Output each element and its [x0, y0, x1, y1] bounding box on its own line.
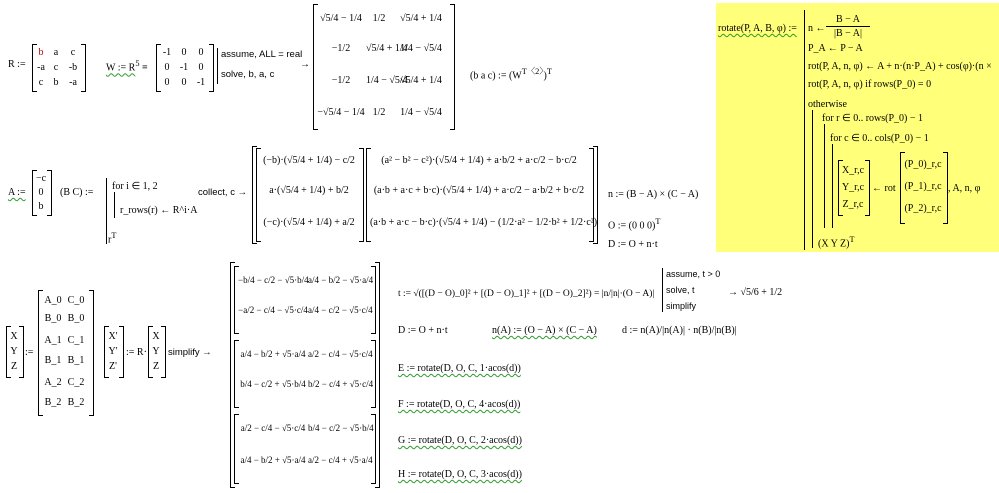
for-r-bar [824, 124, 825, 228]
BC-program-bar [106, 178, 107, 244]
for-i-line: for i ∈ 1, 2 [112, 181, 158, 192]
W-cell-11: -1 [179, 62, 189, 73]
W-cell-22: -1 [196, 77, 206, 88]
sres-cell-31: b/2 − c/4 + √5·c/4 [308, 379, 374, 389]
sres-cell-20: a/4 − b/2 + √5·a/4 [240, 349, 306, 359]
sres-cell-41: b/4 − c/2 − √5·b/4 [308, 423, 374, 433]
W-cell-01: 0 [181, 47, 187, 58]
p-cell-0: (P_0)_r,c [904, 159, 942, 170]
XYZm-cell-1: Y [152, 346, 160, 357]
sres-cell-01: a/4 − b/2 − √5·a/4 [308, 275, 374, 285]
collect-keyword[interactable]: collect, c → [198, 187, 248, 198]
R-multiply[interactable]: := R· [126, 347, 147, 358]
abc-cell-41: C_2 [67, 377, 85, 388]
G-definition[interactable]: G := rotate(D, O, C, 2·acos(d)) [398, 435, 522, 446]
W-cell-02: 0 [198, 47, 204, 58]
rotate-header[interactable]: rotate(P, A, B, φ) := [718, 23, 797, 34]
left-cell-0: (−b)·(√5/4 + 1/4) − c/2 [263, 155, 355, 166]
R-cell-10: -a [37, 62, 45, 73]
W-definition[interactable]: W := $R^5$ = [106, 59, 148, 74]
result-cell-11: √5/4 + 1/4 [366, 43, 408, 54]
result-cell-21: 1/4 − √5/4 [366, 75, 408, 86]
bac-definition[interactable]: (b a c) := $(W^{T〈2〉})^T$ [470, 67, 552, 82]
xyz-cell-1: Y_r,c [841, 182, 865, 193]
r-transpose: $r^T$ [108, 231, 117, 246]
F-definition[interactable]: F := rotate(D, O, C, 4·acos(d)) [398, 399, 521, 410]
abc-cell-10: B_0 [44, 313, 62, 324]
abc-cell-51: B_2 [67, 397, 85, 408]
abc-cell-01: C_0 [67, 295, 85, 306]
xyz-cell-0: X_r,c [841, 165, 865, 176]
A-cell-0: −c [35, 173, 47, 184]
for-i-bar [114, 192, 115, 218]
p-cell-1: (P_1)_r,c [904, 181, 942, 192]
rotate-n-fraction: B − A |B − A| [826, 14, 870, 39]
sres-cell-50: a/4 − b/2 + √5·a/4 [240, 455, 306, 465]
BC-definition[interactable]: (B C) := [60, 187, 94, 198]
R-definition[interactable]: R := [8, 59, 26, 70]
left-cell-1: a·(√5/4 + 1/4) + b/2 [269, 185, 349, 196]
rotate-otherwise: otherwise [808, 99, 847, 110]
XYZm-cell-2: Z [152, 361, 160, 372]
abc-cell-31: B_1 [67, 355, 85, 366]
O-definition[interactable]: O := (0 0 0)$^T$ [608, 217, 661, 232]
sres-cell-51: a/2 − c/4 + √5·a/4 [308, 455, 373, 465]
rotate-return: (X Y Z)$^T$ [818, 235, 855, 250]
rotate-rot-line: rot(P, A, n, φ) ← A + n·(n·P_A) + cos(φ)·(n × [808, 61, 992, 72]
t-result: → √5/6 + 1/2 [728, 287, 783, 298]
n-definition[interactable]: n := (B − A) × (C − A) [608, 189, 699, 200]
XYZp-cell-1: Y' [108, 346, 118, 357]
XYZ-cell-2: Z [10, 361, 18, 372]
W-cell-21: 0 [181, 77, 187, 88]
result-cell-32: 1/4 − √5/4 [400, 107, 442, 118]
W-cell-20: 0 [164, 77, 170, 88]
W-cell-00: -1 [162, 47, 172, 58]
XYZ-cell-1: Y [10, 346, 18, 357]
otherwise-bar [812, 110, 813, 248]
sres-cell-21: a/2 − c/4 − √5·c/4 [308, 349, 373, 359]
rotate-if-line: rot(P, A, n, φ) if rows(P_0) = 0 [808, 79, 932, 90]
simplify-keyword[interactable]: simplify → [168, 347, 212, 358]
rot-call: ← rot [872, 183, 896, 194]
XYZp-cell-2: Z' [109, 361, 117, 372]
abc-cell-11: B_0 [67, 313, 85, 324]
abc-cell-30: B_1 [44, 355, 62, 366]
result-cell-10: −1/2 [331, 43, 351, 54]
abc-cell-00: A_0 [44, 295, 62, 306]
abc-cell-21: C_1 [67, 335, 85, 346]
p-cell-2: (P_2)_r,c [904, 203, 942, 214]
W-cell-10: 0 [164, 62, 170, 73]
A-cell-1: 0 [38, 187, 44, 198]
sres-cell-10: −a/2 − c/4 − √5·c/4 [238, 305, 308, 315]
XYZ-define[interactable]: := [25, 347, 34, 358]
xyz-cell-2: Z_r,c [842, 199, 864, 210]
R-cell-01: a [53, 47, 59, 58]
result-cell-20: −1/2 [331, 75, 351, 86]
R-cell-02: c [70, 47, 76, 58]
abc-cell-50: B_2 [44, 397, 62, 408]
XYZp-cell-0: X' [108, 331, 118, 342]
abc-cell-20: A_1 [44, 335, 62, 346]
for-c-bar [832, 144, 833, 228]
left-cell-2: (−c)·(√5/4 + 1/4) + a/2 [263, 217, 355, 228]
R-cell-12: -b [68, 62, 78, 73]
rotate-n-assign: n ← [808, 23, 826, 34]
result-cell-12: 1/4 − √5/4 [400, 43, 442, 54]
H-definition[interactable]: H := rotate(D, O, C, 3·acos(d)) [398, 469, 522, 480]
R-cell-11: c [53, 62, 59, 73]
solve-t-keyword[interactable]: solve, t [666, 285, 695, 295]
D-definition[interactable]: D := O + n·t [608, 239, 658, 250]
sres-cell-30: b/4 − c/2 + √5·b/4 [240, 379, 306, 389]
R-cell-20: c [38, 77, 44, 88]
right-cell-2: (a·b + a·c − b·c)·(√5/4 + 1/4) − (1/2·a² − 1/2·b² + 1/2·c²) [370, 217, 598, 228]
r-assign-line: r_rows(r) ← R^i·A [120, 205, 198, 216]
result-cell-00: √5/4 − 1/4 [320, 13, 362, 24]
nA-definition[interactable]: n(A) := (O − A) × (C − A) [492, 325, 597, 336]
symbolic-arrow: → [300, 59, 310, 70]
assume-keyword[interactable]: assume, ALL = real [221, 49, 303, 60]
assume-t-keyword[interactable]: assume, t > 0 [666, 269, 721, 279]
A-cell-2: b [38, 201, 44, 212]
XYZm-cell-0: X [152, 331, 160, 342]
rotate-pa-line: P_A ← P − A [808, 43, 863, 54]
result-cell-22: √5/4 + 1/4 [400, 75, 442, 86]
rotate-program-bar [804, 10, 805, 250]
E-definition[interactable]: E := rotate(D, O, C, 1·acos(d)) [398, 363, 521, 374]
sres-cell-00: −b/4 − c/2 − √5·b/4 [238, 275, 309, 285]
abc-cell-40: A_2 [44, 377, 62, 388]
D-redefinition[interactable]: D := O + n·t [398, 325, 448, 336]
XYZ-cell-0: X [10, 331, 18, 342]
sres-cell-11: a/4 − c/2 − √5·c/4 [308, 305, 373, 315]
right-cell-0: (a² − b² − c²)·(√5/4 + 1/4) + a·b/2 + a·c/2 − b·c/2 [381, 155, 577, 166]
right-cell-1: (a·b + a·c + b·c)·(√5/4 + 1/4) + a·c/2 − a·b/2 + b·c/2 [373, 185, 585, 196]
W-cell-12: 0 [198, 62, 204, 73]
R-cell-22: -a [69, 77, 77, 88]
result-cell-01: 1/2 [372, 13, 386, 24]
A-definition[interactable]: A := [8, 187, 26, 198]
t-definition[interactable]: t := √([(D − O)_0]² + [(D − O)_1]² + [(D − O)_2]²) = |n/|n|·(O − A)| [398, 289, 655, 299]
sres-cell-40: a/2 − c/4 − √5·c/4 [240, 423, 306, 433]
rot-args: , A, n, φ [948, 183, 981, 194]
solve-keyword[interactable]: solve, b, a, c [221, 69, 275, 80]
R-cell-00: b [38, 47, 44, 58]
result-cell-30: −√5/4 − 1/4 [317, 107, 365, 118]
t-keyword-bar [662, 268, 663, 312]
result-cell-31: 1/2 [372, 107, 386, 118]
d-definition[interactable]: d := n(A)/|n(A)| · n(B)/|n(B)| [622, 325, 737, 336]
keyword-bar [217, 48, 218, 84]
simplify-t-keyword[interactable]: simplify [666, 301, 697, 311]
result-cell-02: √5/4 + 1/4 [400, 13, 442, 24]
rotate-for-c: for c ∈ 0.. cols(P_0) − 1 [830, 133, 929, 144]
R-cell-21: b [53, 77, 59, 88]
rotate-for-r: for r ∈ 0.. rows(P_0) − 1 [822, 113, 924, 124]
